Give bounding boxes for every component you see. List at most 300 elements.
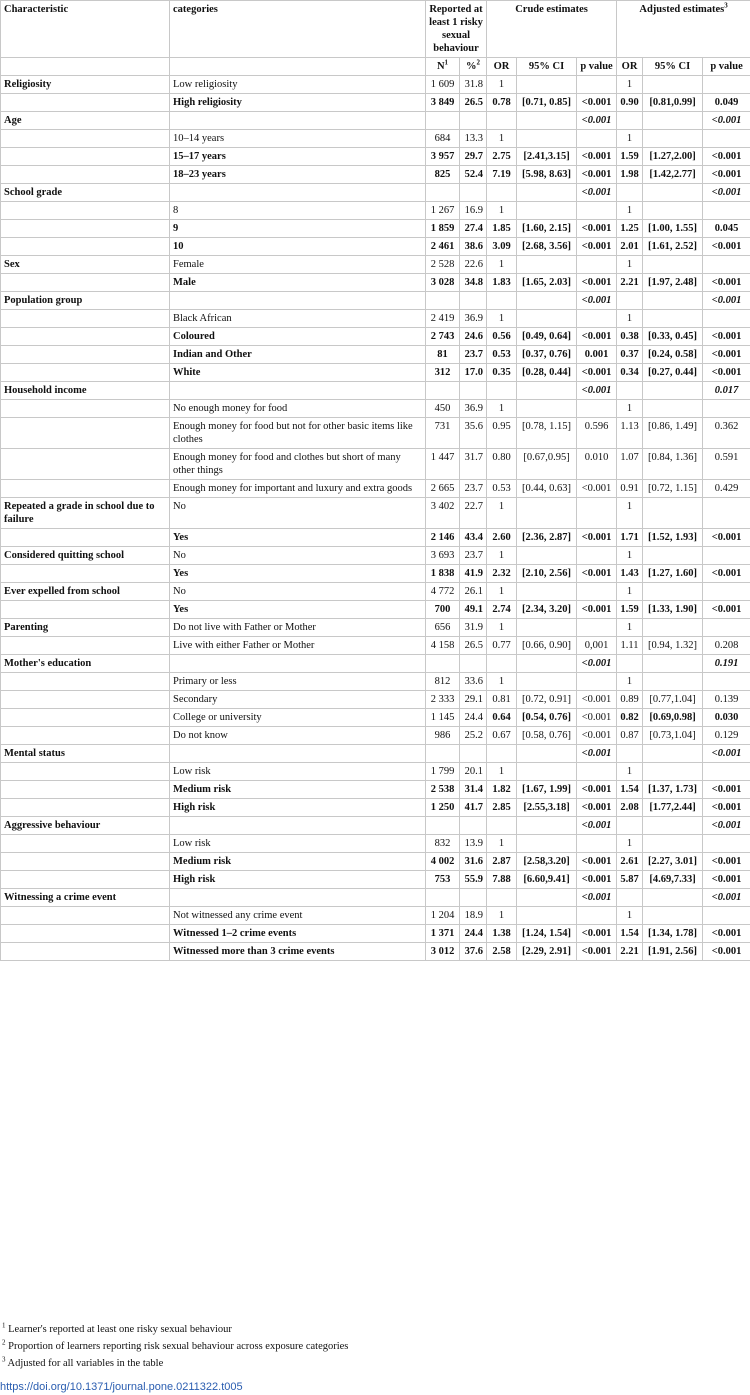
table-row bbox=[1, 529, 750, 547]
crude-ci-cell: [1.60, 2.15] bbox=[517, 220, 577, 238]
adjusted-p-cell: <0.001 bbox=[703, 745, 750, 763]
crude-ci-cell: [2.10, 2.56] bbox=[517, 565, 577, 583]
pct-cell: 35.6 bbox=[460, 418, 487, 449]
table-row bbox=[1, 148, 750, 166]
pct-cell: 24.4 bbox=[460, 709, 487, 727]
crude-or-cell: 2.85 bbox=[487, 799, 517, 817]
characteristic-cell bbox=[1, 148, 170, 166]
crude-or-cell: 1 bbox=[487, 547, 517, 565]
adjusted-or-cell: 1 bbox=[617, 310, 643, 328]
adjusted-or-cell: 1 bbox=[617, 835, 643, 853]
crude-ci-cell: [2.36, 2.87] bbox=[517, 529, 577, 547]
crude-p-cell bbox=[577, 400, 617, 418]
crude-or-cell: 7.88 bbox=[487, 871, 517, 889]
crude-p-cell: <0.001 bbox=[577, 601, 617, 619]
crude-ci-cell bbox=[517, 889, 577, 907]
pct-cell: 49.1 bbox=[460, 601, 487, 619]
characteristic-cell bbox=[1, 238, 170, 256]
table-row bbox=[1, 346, 750, 364]
n-cell: 2 665 bbox=[426, 480, 460, 498]
adjusted-ci-cell: [0.72, 1.15] bbox=[643, 480, 703, 498]
table-row bbox=[1, 637, 750, 655]
header-n bbox=[426, 58, 460, 76]
characteristic-cell bbox=[1, 166, 170, 184]
adjusted-p-cell: 0.030 bbox=[703, 709, 750, 727]
pct-cell: 24.6 bbox=[460, 328, 487, 346]
crude-ci-cell: [0.67,0.95] bbox=[517, 449, 577, 480]
pct-cell: 55.9 bbox=[460, 871, 487, 889]
adjusted-p-cell: <0.001 bbox=[703, 112, 750, 130]
pct-cell: 38.6 bbox=[460, 238, 487, 256]
crude-ci-cell: [6.60,9.41] bbox=[517, 871, 577, 889]
crude-or-cell bbox=[487, 184, 517, 202]
adjusted-p-cell: <0.001 bbox=[703, 565, 750, 583]
table-row bbox=[1, 871, 750, 889]
adjusted-or-cell: 1.25 bbox=[617, 220, 643, 238]
crude-p-cell: 0.010 bbox=[577, 449, 617, 480]
characteristic-cell: Considered quitting school bbox=[1, 547, 170, 565]
characteristic-cell: Sex bbox=[1, 256, 170, 274]
adjusted-p-cell bbox=[703, 130, 750, 148]
pct-cell: 22.6 bbox=[460, 256, 487, 274]
adjusted-p-cell: 0.017 bbox=[703, 382, 750, 400]
crude-p-cell: <0.001 bbox=[577, 480, 617, 498]
crude-ci-cell: [0.54, 0.76] bbox=[517, 709, 577, 727]
crude-ci-cell: [5.98, 8.63] bbox=[517, 166, 577, 184]
adjusted-ci-cell: [1.27,2.00] bbox=[643, 148, 703, 166]
pct-cell: 29.7 bbox=[460, 148, 487, 166]
adjusted-p-cell: <0.001 bbox=[703, 943, 750, 961]
crude-p-cell: 0.596 bbox=[577, 418, 617, 449]
pct-cell: 27.4 bbox=[460, 220, 487, 238]
adjusted-ci-cell bbox=[643, 547, 703, 565]
adjusted-or-cell bbox=[617, 382, 643, 400]
adjusted-or-cell bbox=[617, 184, 643, 202]
adjusted-or-cell: 1 bbox=[617, 619, 643, 637]
category-cell bbox=[170, 655, 426, 673]
adjusted-ci-cell bbox=[643, 817, 703, 835]
crude-or-cell: 1 bbox=[487, 76, 517, 94]
crude-p-cell: <0.001 bbox=[577, 655, 617, 673]
pct-cell: 13.3 bbox=[460, 130, 487, 148]
footnotes bbox=[0, 1321, 750, 1372]
pct-cell bbox=[460, 817, 487, 835]
category-cell: Female bbox=[170, 256, 426, 274]
table-row bbox=[1, 691, 750, 709]
pct-cell bbox=[460, 655, 487, 673]
pct-cell: 33.6 bbox=[460, 673, 487, 691]
n-cell bbox=[426, 112, 460, 130]
crude-or-cell: 3.09 bbox=[487, 238, 517, 256]
table-row bbox=[1, 853, 750, 871]
table-row bbox=[1, 480, 750, 498]
pct-cell: 31.9 bbox=[460, 619, 487, 637]
crude-or-cell: 1.85 bbox=[487, 220, 517, 238]
crude-p-cell: <0.001 bbox=[577, 727, 617, 745]
header-adjusted-label: Adjusted estimates bbox=[639, 4, 725, 15]
adjusted-p-cell: <0.001 bbox=[703, 853, 750, 871]
table-row bbox=[1, 76, 750, 94]
n-cell: 3 028 bbox=[426, 274, 460, 292]
header-empty-1 bbox=[1, 58, 170, 76]
adjusted-or-cell: 1 bbox=[617, 673, 643, 691]
characteristic-cell: Religiosity bbox=[1, 76, 170, 94]
adjusted-or-cell: 1 bbox=[617, 907, 643, 925]
table-row bbox=[1, 498, 750, 529]
adjusted-p-cell: 0.191 bbox=[703, 655, 750, 673]
pct-cell: 22.7 bbox=[460, 498, 487, 529]
adjusted-or-cell: 1 bbox=[617, 547, 643, 565]
adjusted-or-cell: 2.61 bbox=[617, 853, 643, 871]
footnote-3-mark: 3 bbox=[2, 1355, 6, 1364]
category-cell: Yes bbox=[170, 601, 426, 619]
pct-cell: 18.9 bbox=[460, 907, 487, 925]
characteristic-cell: Repeated a grade in school due to failure bbox=[1, 498, 170, 529]
adjusted-ci-cell: [0.73,1.04] bbox=[643, 727, 703, 745]
adjusted-p-cell bbox=[703, 583, 750, 601]
category-cell: Coloured bbox=[170, 328, 426, 346]
adjusted-ci-cell bbox=[643, 889, 703, 907]
n-cell: 832 bbox=[426, 835, 460, 853]
crude-or-cell: 0.53 bbox=[487, 480, 517, 498]
adjusted-ci-cell: [0.27, 0.44] bbox=[643, 364, 703, 382]
adjusted-ci-cell: [1.97, 2.48] bbox=[643, 274, 703, 292]
table-row bbox=[1, 94, 750, 112]
adjusted-or-cell: 2.01 bbox=[617, 238, 643, 256]
pct-cell: 43.4 bbox=[460, 529, 487, 547]
category-cell: 10–14 years bbox=[170, 130, 426, 148]
pct-cell: 31.8 bbox=[460, 76, 487, 94]
crude-or-cell: 1 bbox=[487, 619, 517, 637]
pct-cell: 29.1 bbox=[460, 691, 487, 709]
characteristic-cell bbox=[1, 346, 170, 364]
table-row bbox=[1, 673, 750, 691]
category-cell bbox=[170, 817, 426, 835]
header-or-crude: OR bbox=[487, 58, 517, 76]
characteristic-cell: Household income bbox=[1, 382, 170, 400]
category-cell: Yes bbox=[170, 529, 426, 547]
crude-p-cell bbox=[577, 583, 617, 601]
header-n-label: N bbox=[436, 61, 445, 72]
footnote-1-mark: 1 bbox=[2, 1321, 6, 1330]
category-cell: Low risk bbox=[170, 763, 426, 781]
crude-or-cell: 7.19 bbox=[487, 166, 517, 184]
crude-p-cell: <0.001 bbox=[577, 382, 617, 400]
crude-or-cell bbox=[487, 382, 517, 400]
category-cell: 10 bbox=[170, 238, 426, 256]
table-row bbox=[1, 889, 750, 907]
characteristic-cell: Mother's education bbox=[1, 655, 170, 673]
category-cell: Yes bbox=[170, 565, 426, 583]
n-cell: 4 002 bbox=[426, 853, 460, 871]
adjusted-p-cell: 0.129 bbox=[703, 727, 750, 745]
crude-ci-cell: [0.58, 0.76] bbox=[517, 727, 577, 745]
crude-p-cell bbox=[577, 130, 617, 148]
adjusted-p-cell: 0.362 bbox=[703, 418, 750, 449]
pct-cell bbox=[460, 889, 487, 907]
crude-p-cell: <0.001 bbox=[577, 709, 617, 727]
adjusted-or-cell: 0.89 bbox=[617, 691, 643, 709]
crude-p-cell: 0.001 bbox=[577, 346, 617, 364]
crude-ci-cell bbox=[517, 130, 577, 148]
n-cell: 753 bbox=[426, 871, 460, 889]
category-cell: White bbox=[170, 364, 426, 382]
pct-cell: 26.1 bbox=[460, 583, 487, 601]
crude-p-cell: <0.001 bbox=[577, 220, 617, 238]
adjusted-or-cell: 1.13 bbox=[617, 418, 643, 449]
crude-ci-cell: [2.41,3.15] bbox=[517, 148, 577, 166]
crude-ci-cell: [0.28, 0.44] bbox=[517, 364, 577, 382]
adjusted-p-cell bbox=[703, 547, 750, 565]
characteristic-cell bbox=[1, 364, 170, 382]
header-empty-2 bbox=[170, 58, 426, 76]
adjusted-ci-cell: [2.27, 3.01] bbox=[643, 853, 703, 871]
doi-link[interactable]: https://doi.org/10.1371/journal.pone.0211322.t005 bbox=[0, 1381, 243, 1393]
crude-or-cell: 2.75 bbox=[487, 148, 517, 166]
characteristic-cell bbox=[1, 943, 170, 961]
category-cell: 9 bbox=[170, 220, 426, 238]
category-cell: Do not know bbox=[170, 727, 426, 745]
adjusted-p-cell bbox=[703, 498, 750, 529]
crude-p-cell bbox=[577, 763, 617, 781]
adjusted-ci-cell: [0.81,0.99] bbox=[643, 94, 703, 112]
category-cell: High risk bbox=[170, 799, 426, 817]
header-crude: Crude estimates bbox=[487, 1, 617, 58]
crude-p-cell: <0.001 bbox=[577, 292, 617, 310]
category-cell: College or university bbox=[170, 709, 426, 727]
adjusted-or-cell: 5.87 bbox=[617, 871, 643, 889]
adjusted-or-cell: 1 bbox=[617, 76, 643, 94]
adjusted-ci-cell: [1.77,2.44] bbox=[643, 799, 703, 817]
adjusted-or-cell: 0.37 bbox=[617, 346, 643, 364]
n-cell: 81 bbox=[426, 346, 460, 364]
crude-or-cell: 0.67 bbox=[487, 727, 517, 745]
category-cell: High religiosity bbox=[170, 94, 426, 112]
table-row bbox=[1, 418, 750, 449]
n-cell: 312 bbox=[426, 364, 460, 382]
n-cell: 2 743 bbox=[426, 328, 460, 346]
table-row bbox=[1, 166, 750, 184]
crude-or-cell: 1 bbox=[487, 907, 517, 925]
pct-cell: 23.7 bbox=[460, 547, 487, 565]
crude-ci-cell: [0.49, 0.64] bbox=[517, 328, 577, 346]
table-row bbox=[1, 655, 750, 673]
pct-cell: 41.7 bbox=[460, 799, 487, 817]
crude-p-cell: <0.001 bbox=[577, 328, 617, 346]
crude-ci-cell: [2.58,3.20] bbox=[517, 853, 577, 871]
adjusted-p-cell: <0.001 bbox=[703, 346, 750, 364]
crude-ci-cell: [2.29, 2.91] bbox=[517, 943, 577, 961]
adjusted-ci-cell bbox=[643, 310, 703, 328]
pct-cell: 34.8 bbox=[460, 274, 487, 292]
table-row bbox=[1, 835, 750, 853]
adjusted-p-cell: 0.049 bbox=[703, 94, 750, 112]
characteristic-cell bbox=[1, 799, 170, 817]
n-cell: 3 402 bbox=[426, 498, 460, 529]
adjusted-or-cell: 2.21 bbox=[617, 274, 643, 292]
category-cell: No bbox=[170, 547, 426, 565]
header-reported: Reported at least 1 risky sexual behaviour bbox=[426, 1, 487, 58]
crude-ci-cell: [2.55,3.18] bbox=[517, 799, 577, 817]
adjusted-ci-cell bbox=[643, 112, 703, 130]
adjusted-or-cell: 1 bbox=[617, 583, 643, 601]
adjusted-p-cell: <0.001 bbox=[703, 529, 750, 547]
category-cell: Not witnessed any crime event bbox=[170, 907, 426, 925]
adjusted-p-cell: <0.001 bbox=[703, 328, 750, 346]
table-row bbox=[1, 292, 750, 310]
crude-ci-cell bbox=[517, 583, 577, 601]
crude-or-cell: 1 bbox=[487, 583, 517, 601]
n-cell: 1 250 bbox=[426, 799, 460, 817]
adjusted-p-cell bbox=[703, 202, 750, 220]
crude-or-cell: 1 bbox=[487, 835, 517, 853]
header-row-top bbox=[1, 1, 750, 58]
adjusted-or-cell: 1.59 bbox=[617, 148, 643, 166]
adjusted-ci-cell bbox=[643, 745, 703, 763]
crude-or-cell: 1.82 bbox=[487, 781, 517, 799]
characteristic-cell bbox=[1, 529, 170, 547]
category-cell: Low risk bbox=[170, 835, 426, 853]
category-cell bbox=[170, 745, 426, 763]
crude-or-cell bbox=[487, 112, 517, 130]
table-row bbox=[1, 727, 750, 745]
adjusted-p-cell: <0.001 bbox=[703, 274, 750, 292]
adjusted-p-cell: <0.001 bbox=[703, 925, 750, 943]
crude-p-cell: <0.001 bbox=[577, 94, 617, 112]
n-cell: 1 609 bbox=[426, 76, 460, 94]
category-cell: Low religiosity bbox=[170, 76, 426, 94]
adjusted-p-cell: <0.001 bbox=[703, 817, 750, 835]
table-row bbox=[1, 238, 750, 256]
adjusted-p-cell bbox=[703, 763, 750, 781]
adjusted-p-cell: <0.001 bbox=[703, 184, 750, 202]
pct-cell bbox=[460, 184, 487, 202]
crude-p-cell bbox=[577, 202, 617, 220]
n-cell: 1 371 bbox=[426, 925, 460, 943]
table-row bbox=[1, 709, 750, 727]
adjusted-or-cell: 0.34 bbox=[617, 364, 643, 382]
characteristic-cell bbox=[1, 853, 170, 871]
category-cell: High risk bbox=[170, 871, 426, 889]
adjusted-or-cell: 1.54 bbox=[617, 781, 643, 799]
pct-cell: 23.7 bbox=[460, 480, 487, 498]
crude-ci-cell: [2.68, 3.56] bbox=[517, 238, 577, 256]
adjusted-or-cell: 0.87 bbox=[617, 727, 643, 745]
crude-or-cell: 0.95 bbox=[487, 418, 517, 449]
pct-cell: 26.5 bbox=[460, 94, 487, 112]
adjusted-or-cell: 1 bbox=[617, 763, 643, 781]
characteristic-cell: Parenting bbox=[1, 619, 170, 637]
characteristic-cell bbox=[1, 274, 170, 292]
table-row bbox=[1, 943, 750, 961]
n-cell: 2 538 bbox=[426, 781, 460, 799]
adjusted-p-cell bbox=[703, 256, 750, 274]
table-row bbox=[1, 112, 750, 130]
crude-ci-cell bbox=[517, 745, 577, 763]
category-cell: No bbox=[170, 583, 426, 601]
category-cell bbox=[170, 889, 426, 907]
adjusted-p-cell: 0.045 bbox=[703, 220, 750, 238]
adjusted-p-cell: 0.591 bbox=[703, 449, 750, 480]
adjusted-p-cell bbox=[703, 619, 750, 637]
category-cell: Witnessed more than 3 crime events bbox=[170, 943, 426, 961]
n-cell: 1 145 bbox=[426, 709, 460, 727]
category-cell: Enough money for important and luxury and extra goods bbox=[170, 480, 426, 498]
n-cell bbox=[426, 184, 460, 202]
category-cell: Male bbox=[170, 274, 426, 292]
n-cell: 1 859 bbox=[426, 220, 460, 238]
characteristic-cell bbox=[1, 673, 170, 691]
crude-p-cell bbox=[577, 835, 617, 853]
n-cell: 812 bbox=[426, 673, 460, 691]
crude-p-cell: <0.001 bbox=[577, 853, 617, 871]
crude-p-cell: <0.001 bbox=[577, 529, 617, 547]
crude-ci-cell: [0.71, 0.85] bbox=[517, 94, 577, 112]
n-cell: 1 204 bbox=[426, 907, 460, 925]
characteristic-cell bbox=[1, 565, 170, 583]
header-categories: categories bbox=[170, 1, 426, 58]
adjusted-or-cell: 1.11 bbox=[617, 637, 643, 655]
adjusted-or-cell bbox=[617, 817, 643, 835]
crude-or-cell: 1 bbox=[487, 673, 517, 691]
n-cell: 3 957 bbox=[426, 148, 460, 166]
header-adjusted bbox=[617, 1, 750, 58]
crude-or-cell: 2.74 bbox=[487, 601, 517, 619]
characteristic-cell bbox=[1, 727, 170, 745]
crude-or-cell bbox=[487, 817, 517, 835]
crude-ci-cell bbox=[517, 817, 577, 835]
adjusted-p-cell bbox=[703, 310, 750, 328]
category-cell bbox=[170, 292, 426, 310]
characteristic-cell bbox=[1, 871, 170, 889]
table-row bbox=[1, 382, 750, 400]
crude-or-cell: 1.83 bbox=[487, 274, 517, 292]
adjusted-p-cell: <0.001 bbox=[703, 364, 750, 382]
adjusted-p-cell: <0.001 bbox=[703, 799, 750, 817]
pct-cell: 36.9 bbox=[460, 310, 487, 328]
crude-or-cell: 0.56 bbox=[487, 328, 517, 346]
header-pct-footnote-mark: 2 bbox=[476, 58, 480, 67]
adjusted-ci-cell bbox=[643, 130, 703, 148]
adjusted-ci-cell: [0.33, 0.45] bbox=[643, 328, 703, 346]
crude-or-cell: 0.81 bbox=[487, 691, 517, 709]
n-cell: 3 693 bbox=[426, 547, 460, 565]
crude-p-cell bbox=[577, 310, 617, 328]
characteristic-cell bbox=[1, 130, 170, 148]
crude-or-cell: 2.58 bbox=[487, 943, 517, 961]
adjusted-or-cell: 1 bbox=[617, 202, 643, 220]
footnote-3-text: Adjusted for all variables in the table bbox=[5, 1358, 164, 1369]
crude-p-cell bbox=[577, 907, 617, 925]
header-pct bbox=[460, 58, 487, 76]
table-row bbox=[1, 310, 750, 328]
crude-p-cell: <0.001 bbox=[577, 565, 617, 583]
adjusted-or-cell: 0.90 bbox=[617, 94, 643, 112]
crude-ci-cell bbox=[517, 202, 577, 220]
characteristic-cell bbox=[1, 310, 170, 328]
crude-ci-cell bbox=[517, 256, 577, 274]
characteristic-cell bbox=[1, 907, 170, 925]
adjusted-ci-cell bbox=[643, 673, 703, 691]
adjusted-p-cell bbox=[703, 907, 750, 925]
crude-ci-cell bbox=[517, 382, 577, 400]
n-cell: 986 bbox=[426, 727, 460, 745]
table-row bbox=[1, 364, 750, 382]
footnote-1 bbox=[0, 1321, 750, 1338]
adjusted-p-cell: <0.001 bbox=[703, 889, 750, 907]
header-adjusted-footnote-mark: 3 bbox=[724, 1, 728, 10]
crude-p-cell: <0.001 bbox=[577, 238, 617, 256]
